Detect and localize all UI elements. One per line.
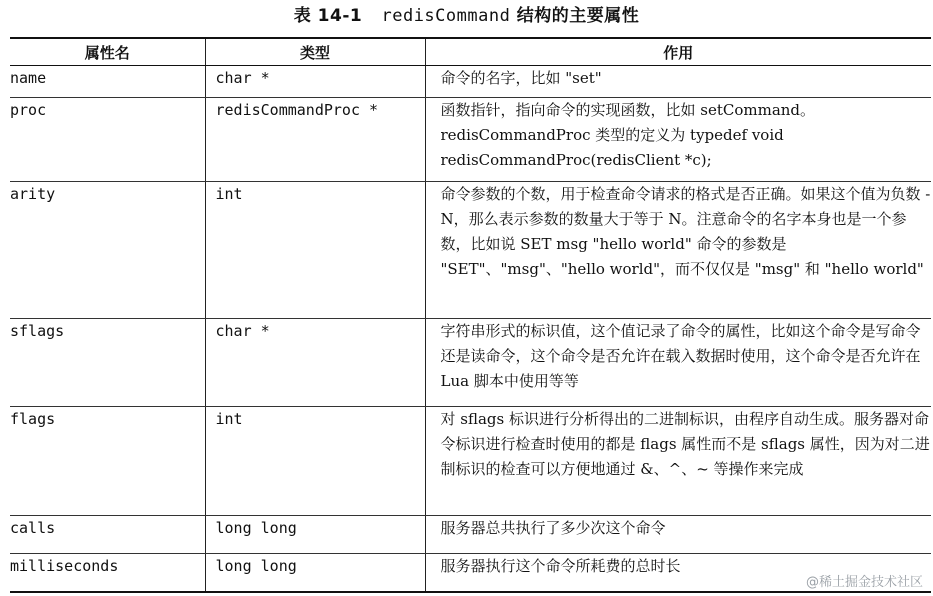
caption-suffix: 结构的主要属性 [516,6,640,26]
row-type: long long [205,516,425,554]
row-attribute-name: flags [10,407,205,516]
row-attribute-name: calls [10,516,205,554]
caption-struct-name: redisCommand [381,6,511,26]
row-attribute-name: name [10,66,205,98]
caption-table-number: 表 14-1 [293,6,363,26]
row-attribute-name: arity [10,182,205,319]
row-type: char * [205,66,425,98]
row-description-text: 命令的名字，比如 "set" [440,69,602,87]
row-description [425,98,931,182]
watermark: @稀土掘金技术社区 [805,575,923,590]
table-row [10,182,931,319]
row-description [425,66,931,98]
table-header-row [10,38,931,66]
row-description-text: 服务器执行这个命令所耗费的总时长 [440,557,681,575]
row-type: char * [205,319,425,407]
table-row [10,554,931,592]
table-row [10,66,931,98]
row-attribute-name: sflags [10,319,205,407]
row-type: int [205,407,425,516]
row-type: int [205,182,425,319]
row-description-text: 字符串形式的标识值，这个值记录了命令的属性，比如这个命令是写命令还是读命令，这个命令是否允许在载入数据时使用，这个命令是否允许在 Lua 脚本中使用等等 [440,322,921,390]
row-type: redisCommandProc * [205,98,425,182]
row-description [425,182,931,319]
table-row [10,98,931,182]
header-type: 类型 [205,38,425,66]
row-description [425,319,931,407]
row-attribute-name: milliseconds [10,554,205,592]
row-attribute-name: proc [10,98,205,182]
row-description-text: 函数指针，指向命令的实现函数，比如 setCommand。redisCommandProc 类型的定义为 typedef void redisCommandProc(redisClient *c); [440,101,816,169]
table-row [10,407,931,516]
row-description-text: 对 sflags 标识进行分析得出的二进制标识，由程序自动生成。服务器对命令标识进行检查时使用的都是 flags 属性而不是 sflags 属性，因为对二进制标识的检查可以方便地通过 &、^、~ 等操作来完成 [440,410,930,478]
row-description-text: 命令参数的个数，用于检查命令请求的格式是否正确。如果这个值为负数 -N，那么表示参数的数量大于等于 N。注意命令的名字本身也是一个参数，比如说 SET msg "hello world" 命令的参数是 "SET"、"msg"、"hello world"，而不仅仅是 "msg" 和 "hello world" [440,185,931,278]
table-row [10,516,931,554]
row-description [425,407,931,516]
header-attribute-name: 属性名 [10,38,205,66]
row-description [425,516,931,554]
row-type: long long [205,554,425,592]
row-description-text: 服务器总共执行了多少次这个命令 [440,519,666,537]
header-purpose: 作用 [425,38,931,66]
table-row [10,319,931,407]
table-caption [0,4,933,28]
attributes-table [10,37,931,593]
